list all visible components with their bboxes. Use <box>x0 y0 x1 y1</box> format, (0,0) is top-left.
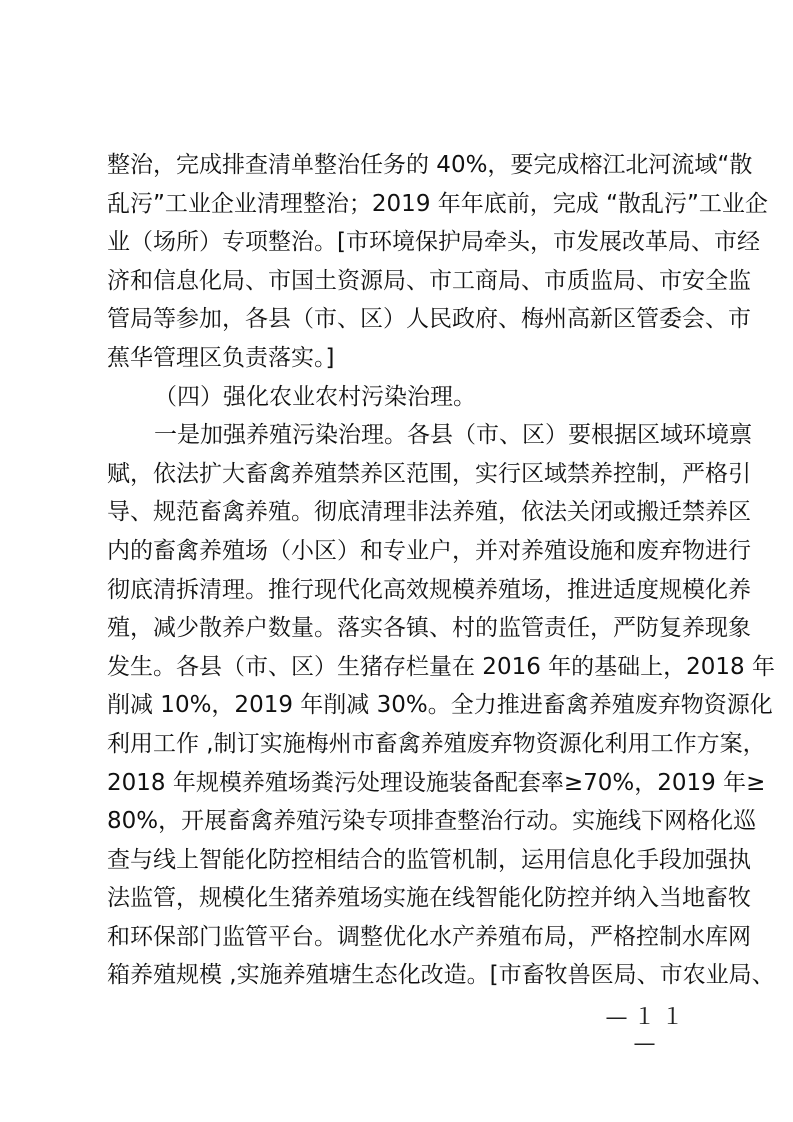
text-line: 削减 10%，2019 年削减 30%。全力推进畜禽养殖废弃物资源化 <box>107 692 773 719</box>
page-number: —１１— <box>605 1005 690 1056</box>
section-heading: （四）强化农业农村污染治理。 <box>154 383 476 410</box>
text-line: 内的畜禽养殖场（小区）和专业户，并对养殖设施和废弃物进行 <box>107 537 751 564</box>
text-line: 彻底清拆清理。推行现代化高效规模养殖场，推进适度规模化养 <box>107 576 751 603</box>
text-line: 殖，减少散养户数量。落实各镇、村的监管责任，严防复养现象 <box>107 615 751 642</box>
text-line: 80%，开展畜禽养殖污染专项排查整治行动。实施线下网格化巡 <box>107 808 757 835</box>
text-line: 蕉华管理区负责落实。] <box>107 344 335 371</box>
text-line: 箱养殖规模 ,实施养殖塘生态化改造。[市畜牧兽医局、市农业局、 <box>107 962 775 989</box>
text-line: 整治，完成排查清单整治任务的 40%，要完成榕江北河流域“散 <box>107 152 753 178</box>
body-text <box>107 146 775 995</box>
text-line: 发生。各县（市、区）生猪存栏量在 2016 年的基础上，2018 年 <box>107 653 775 680</box>
text-line: 法监管，规模化生猪养殖场实施在线智能化防控并纳入当地畜牧 <box>107 885 751 912</box>
text-line: 导、规范畜禽养殖。彻底清理非法养殖，依法关闭或搬迁禁养区 <box>107 499 751 526</box>
text-line: 一是加强养殖污染治理。各县（市、区）要根据区域环境禀 <box>154 422 752 449</box>
text-line: 和环保部门监管平台。调整优化水产养殖布局，严格控制水库网 <box>107 923 751 950</box>
text-line: 乱污”工业企业清理整治；2019 年年底前，完成 “散乱污”工业企 <box>107 190 768 217</box>
text-line: 2018 年规模养殖场粪污处理设施装备配套率≥70%，2019 年≥ <box>107 769 766 796</box>
text-line: 查与线上智能化防控相结合的监管机制，运用信息化手段加强执 <box>107 846 751 873</box>
text-line: 管局等参加，各县（市、区）人民政府、梅州高新区管委会、市 <box>107 306 751 333</box>
text-line: 济和信息化局、市国土资源局、市工商局、市质监局、市安全监 <box>107 267 751 294</box>
text-line: 赋，依法扩大畜禽养殖禁养区范围，实行区域禁养控制，严格引 <box>107 460 751 487</box>
text-line: 业（场所）专项整治。[市环境保护局牵头，市发展改革局、市经 <box>107 229 760 256</box>
text-line: 利用工作 ,制订实施梅州市畜禽养殖废弃物资源化利用工作方案， <box>107 730 766 757</box>
